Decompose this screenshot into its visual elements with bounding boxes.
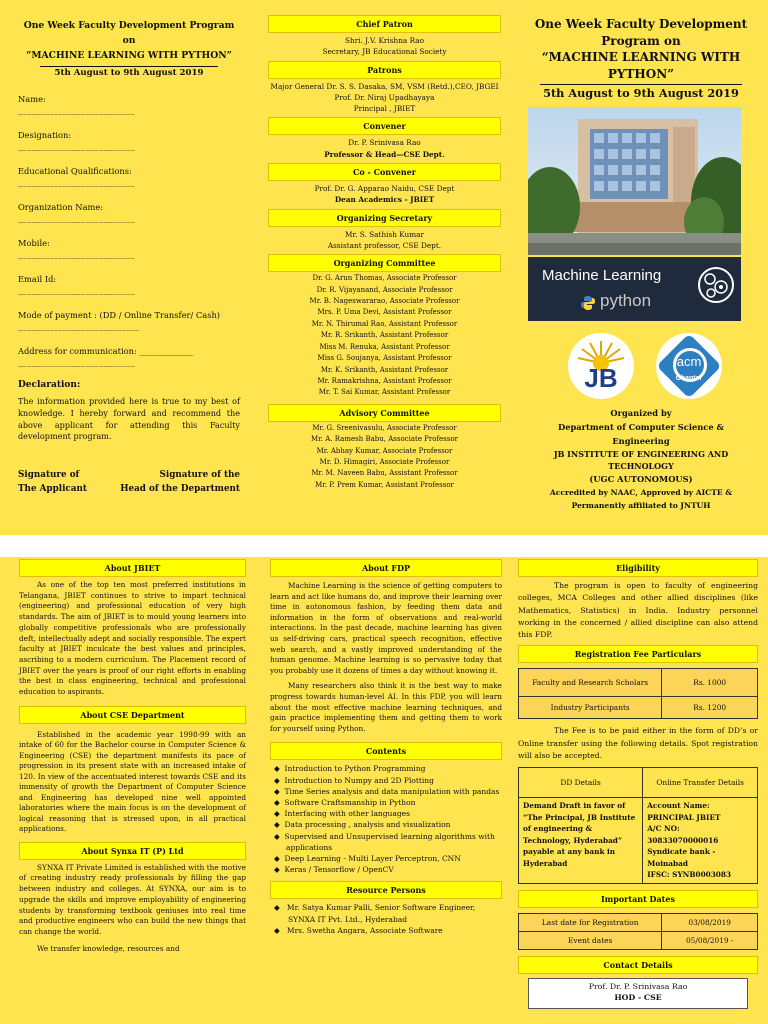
acm-logo (656, 333, 722, 399)
committee-member: Miss G. Soujanya, Assistant Professor (317, 354, 452, 363)
about-cse-text: Established in the academic year 1998-99 with an intake of 60 for the Bachelor course in Computer Science & Engineering (CSE) the department manifests its pace of progression in its present state with an increased intake of 120. In view of the accentuated interest towards CSE and its immensity of growth the Department of Computer Science and Engineering has developed nine well appointed laboratories where the main focus is on the development of logical reasoning that is stressed upon, in all practical applications. (19, 729, 246, 834)
date-label: Last date for Registration (519, 913, 662, 931)
organizer-dept: Department of Computer Science & Engineering (558, 422, 724, 446)
convener-name: Dr. P. Srinivasa Rao (348, 138, 421, 148)
contents-item: ◆ Data processing , analysis and visualization (274, 820, 451, 830)
section-header-advisory-committee: Advisory Committee (268, 404, 501, 422)
committee-member: Mr. Ramakrishna, Assistant Professor (317, 376, 452, 385)
about-fdp-text-2: Many researchers also think it is the best way to make progress towards human-level AI. In this FDP, you will learn about the most effective machine learning techniques, and gain practice implementing them and getting them to work for yourself using Python. (270, 681, 502, 733)
registration-info-panel (512, 557, 768, 1024)
committee-member: Mr. R. Srikanth, Assistant Professor (320, 331, 449, 340)
contents-item: ◆ Supervised and Unsupervised learning algorithms with applications (274, 831, 495, 852)
cover-dates: 5th August to 9th August 2019 (543, 86, 739, 100)
ml-python-banner (528, 257, 741, 321)
section-header-about-synxa: About Synxa IT (P) Ltd (19, 842, 246, 860)
form-field-name[interactable]: Name: __________________________ (18, 94, 135, 115)
fee-category: Faculty and Research Scholars (519, 669, 662, 697)
form-field-payment[interactable]: Mode of payment : (DD / Online Transfer/ Cash) ___________________________ (18, 310, 221, 331)
form-field-qualifications[interactable]: Educational Qualifications: __________________________ (18, 166, 135, 187)
contact-role: HOD - CSE (614, 993, 662, 1003)
advisory-member: Mr. A. Ramesh Babu, Associate Professor (311, 435, 458, 444)
advisory-member: Mr. Abhay Kumar, Associate Professor (316, 446, 453, 455)
committee-panel (256, 0, 512, 535)
contents-item: ◆ Introduction to Numpy and 2D Plotting (274, 775, 434, 785)
contents-item: ◆ Deep Learning - Multi Layer Perceptron, CNN (274, 853, 461, 863)
signature-row (18, 469, 240, 496)
payment-header-row (519, 768, 758, 798)
logos-row (528, 331, 754, 401)
about-synxa-text-2: We transfer knowledge, resources and (37, 943, 180, 953)
online-details-text: Account Name: PRINCIPAL JBIET A/C NO: 30833070000016 Syndicate bank - Moinabad IFSC: SYNB0003083 (643, 798, 758, 884)
committee-member: Dr. R. Vijayanand, Associate Professor (316, 285, 453, 294)
patron-2-title: Principal , JBIET (353, 104, 416, 114)
advisory-member: Mr. M. Naveen Babu, Assistant Professor (311, 469, 458, 478)
section-header-about-fdp: About FDP (270, 559, 502, 577)
organizing-committee-list (268, 273, 501, 398)
accreditation: Accredited by NAAC, Approved by AICTE & Permanently affiliated to JNTUH (549, 488, 733, 510)
contents-item: ◆ Time Series analysis and data manipulation with pandas (274, 786, 500, 796)
dates-row (519, 913, 758, 931)
date-value: 05/08/2019 - (662, 931, 758, 949)
declaration-title: Declaration: (18, 380, 81, 390)
cover-title: One Week Faculty Development Program on (534, 17, 748, 48)
resource-person: ◆ Mr. Satya Kumar Palli, Senior Software Engineer, SYNXA IT Pvt. Ltd., Hyderabad (274, 903, 476, 924)
co-convener-name: Prof. Dr. G. Apparao Naidu, CSE Dept (314, 184, 455, 194)
contents-item: ◆ Software Craftsmanship in Python (274, 797, 416, 807)
declaration-text: The information provided here is true to my best of knowledge. I hereby forward and recommend the above applicant for attending this Faculty development program. (18, 396, 240, 442)
committee-member: Mr. K. Srikanth, Assistant Professor (320, 365, 449, 374)
fee-row (519, 697, 758, 719)
contact-name: Prof. Dr. P. Srinivasa Rao (588, 981, 688, 991)
section-header-resource-persons: Resource Persons (270, 881, 502, 899)
committee-member: Mrs. P. Uma Devi, Assistant Professor (317, 308, 452, 317)
campus-building-image (528, 107, 741, 255)
campus-photo (528, 107, 741, 255)
python-logo-icon (580, 295, 596, 315)
section-header-contact: Contact Details (518, 956, 758, 974)
payment-details-row (519, 798, 758, 884)
resource-person: ◆ Mrs. Swetha Angara, Associate Software (274, 925, 443, 935)
committee-member: Miss M. Renuka, Assistant Professor (319, 342, 450, 351)
eligibility-text: The program is open to faculty of engineering colleges, MCA Colleges and other allied disciplines (like Mathematics, Statistics) in India. Industry personnel working in the concerned / allied discipline can also attend this FDP. (518, 581, 758, 640)
committee-member: Mr. T. Sai Kumar, Assistant Professor (318, 388, 451, 397)
acm-logo-text: acm (676, 354, 702, 369)
about-synxa-text: SYNXA IT Private Limited is established with the motive of creating industry ready professionals by filling the gap between industry and colleges. At SYNXA, our aim is to upgrade the skills and improve employability of engineering students by transforming textbook geniuses into real time and productive engineers who can build the new things that can change the world. (19, 862, 246, 936)
payment-table (518, 767, 758, 884)
cover-program: “MACHINE LEARNING WITH PYTHON” (541, 50, 741, 81)
acm-chapter-text: Chapter (675, 375, 703, 382)
advisory-member: Mr. D. Himagiri, Associate Professor (319, 457, 450, 466)
signature-applicant: Signature of The Applicant (18, 470, 87, 494)
fee-amount: Rs. 1200 (662, 697, 758, 719)
online-details-header: Online Transfer Details (643, 768, 758, 798)
dd-details-text: Demand Draft in favor of “The Principal, JB Institute of engineering & Technology, Hyderabad” payable at any bank in Hyderabad (519, 798, 643, 884)
fdp-panel (256, 557, 512, 1024)
contents-item: ◆ Keras / Tensorflow / OpenCV (274, 865, 394, 875)
section-header-organizing-secretary: Organizing Secretary (268, 209, 501, 227)
section-header-convener: Convener (268, 117, 501, 135)
form-field-email[interactable]: Email Id: __________________________ (18, 274, 135, 295)
fee-note: The Fee is to be paid either in the form of DD’s or Online transfer using the following details. Spot registration will also be accepted. (518, 726, 758, 761)
form-field-mobile[interactable]: Mobile: __________________________ (18, 238, 135, 259)
section-header-eligibility: Eligibility (518, 559, 758, 577)
fee-amount: Rs. 1000 (662, 669, 758, 697)
committee-member: Mr. B. Nageswararao, Associate Professor (309, 297, 460, 306)
advisory-committee-list (268, 423, 501, 491)
date-value: 03/08/2019 (662, 913, 758, 931)
advisory-member: Mr. P. Prem Kumar, Assistant Professor (315, 480, 454, 489)
form-program: “MACHINE LEARNING WITH PYTHON” (26, 50, 232, 61)
section-header-about-cse: About CSE Department (19, 706, 246, 724)
signature-hod: Signature of the Head of the Department (120, 470, 240, 494)
registration-panel (0, 0, 256, 535)
jb-logo (568, 333, 634, 399)
about-fdp-text-1: Machine Learning is the science of getting computers to learn and act like humans do, and improve their learning over time in autonomous fashion, by feeding them data and information in the form of observations and real-world interactions. In the past decade, machine learning has given us self-driving cars, practical speech recognition, effective web search, and a vastly improved understanding of the human genome. Machine learning is so pervasive today that you probably use it dozens of times a day without knowing it. (270, 581, 502, 675)
about-jbiet-text: As one of the top ten most preferred institutions in Telangana, JBIET continues to strive to impart technical (engineering) and professional education of very high standards. The aim of JBIET is to mould young learners into globally competitive professionals who are professionally deft, intellectually adept and socially responsible. The expert faculty at JBIET inculcate the best values and principles, ascribing to a modern curriculum. The Placement record of JBIET over the years is proof of our right efforts in enabling the best in class engineering, technical and professional education to aspirants. (19, 580, 246, 697)
about-panel (0, 557, 256, 1024)
section-header-contents: Contents (270, 742, 502, 760)
cover-panel (512, 0, 768, 535)
section-header-important-dates: Important Dates (518, 890, 758, 908)
college-name: JB INSTITUTE OF ENGINEERING AND TECHNOLOGY (553, 449, 729, 471)
chief-patron-name: Shri. J.V. Krishna Rao (345, 36, 424, 45)
form-fields (18, 94, 240, 378)
section-header-patrons: Patrons (268, 61, 501, 79)
form-field-designation[interactable]: Designation: __________________________ (18, 130, 135, 151)
fee-table (518, 668, 758, 719)
co-convener-title: Dean Academics - JBIET (334, 195, 435, 205)
contact-box (528, 978, 748, 1009)
form-dates: 5th August to 9th August 2019 (54, 68, 204, 78)
organized-by: Organized by (610, 408, 672, 418)
form-field-organization[interactable]: Organization Name: __________________________ (18, 202, 135, 223)
date-label: Event dates (519, 931, 662, 949)
dates-row (519, 931, 758, 949)
form-field-address[interactable]: Address for communication: _____________ __________________________ (18, 346, 194, 367)
secretary-name: Mr. S. Sathish Kumar (344, 229, 424, 239)
chief-patron-title: Secretary, JB Educational Society (322, 47, 447, 57)
secretary-title: Assistant professor, CSE Dept. (327, 240, 442, 250)
committee-member: Mr. N. Thirumal Rao, Assistant Professor (311, 319, 458, 328)
section-header-co-convener: Co - Convener (268, 163, 501, 181)
section-header-about-jbiet: About JBIET (19, 559, 246, 577)
jb-logo-text: JB (584, 363, 618, 393)
patron-2: Prof. Dr. Niraj Upadhayaya (334, 92, 435, 102)
section-header-registration-fee: Registration Fee Particulars (518, 645, 758, 663)
committee-member: Dr. G. Arun Thomas, Associate Professor (312, 274, 457, 283)
resource-persons-list (270, 902, 502, 936)
dd-details-header: DD Details (519, 768, 643, 798)
contents-list (270, 763, 502, 875)
ugc-autonomous: (UGC AUTONOMOUS) (589, 474, 693, 484)
advisory-member: Mr. G. Sreenivasulu, Associate Professor (312, 423, 457, 432)
banner-python-text: python (600, 291, 652, 310)
section-header-chief-patron: Chief Patron (268, 15, 501, 33)
fee-category: Industry Participants (519, 697, 662, 719)
dates-table (518, 913, 758, 950)
contents-item: ◆ Interfacing with other languages (274, 809, 410, 819)
patron-1: Major General Dr. S. S. Dasaka, SM, VSM (Retd.),CEO, JBGEI (270, 81, 499, 91)
contents-item: ◆ Introduction to Python Programming (274, 764, 426, 774)
brain-gear-icon (696, 263, 736, 313)
section-header-organizing-committee: Organizing Committee (268, 254, 501, 272)
form-title: One Week Faculty Development Program on (23, 20, 235, 46)
fee-row (519, 669, 758, 697)
banner-ml-text: Machine Learning (542, 267, 662, 284)
convener-title: Professor & Head—CSE Dept. (324, 149, 445, 159)
